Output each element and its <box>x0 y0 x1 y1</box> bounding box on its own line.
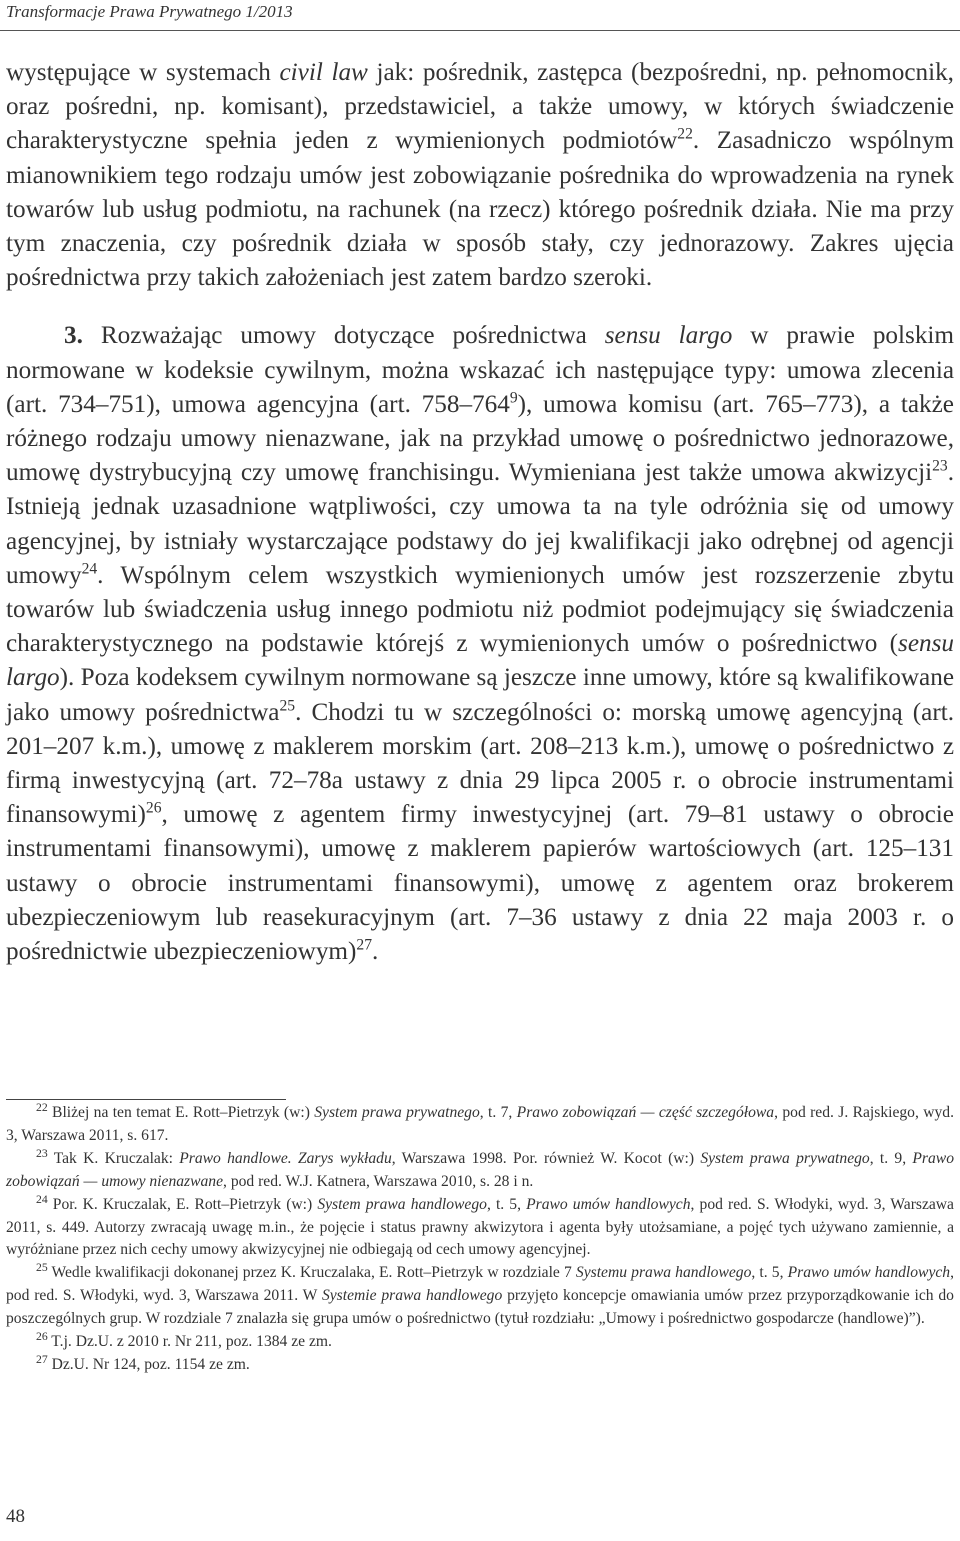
footnote-number: 27 <box>36 1352 48 1366</box>
text-run: , Warszawa 1998. Por. również W. Kocot (w:) <box>391 1149 701 1167</box>
footnote <box>6 1354 954 1377</box>
footnote-ref: 9 <box>509 389 518 407</box>
italic-text: Prawo zobowiązań — część szczegółowa <box>516 1104 775 1121</box>
footnote-number: 26 <box>36 1329 48 1343</box>
italic-text: sensu largo <box>6 630 954 692</box>
text-run: w prawie polskim normowane w kodeksie cywilnym, można wskazać ich następujące typy: umowa zlecenia (art. 734–751), umowa agencyjna (art. 758–764 <box>6 322 955 418</box>
footnote-separator <box>6 1099 286 1100</box>
footnote-ref: 26 <box>145 799 162 817</box>
text-run: , pod red. J. Rajskiego, wyd. 3, Warszawa 2011, s. 617. <box>6 1104 954 1144</box>
italic-text: Systemie prawa handlowego <box>321 1287 503 1305</box>
footnote <box>6 1102 954 1148</box>
text-run: przyjęto koncepcje omawiania umów przez przyporządkowanie ich do poszczególnych grup. W rozdziale 7 znalazła się grupa umów o pośrednictwo (tytuł rozdziału: „Umowy i pośrednictwo gospodarcze (handlowe)”). <box>6 1287 954 1328</box>
footnote <box>6 1331 954 1354</box>
text-run: . Zasadniczo wspólnym mianownikiem tego rodzaju umów jest zobowiązanie pośrednika do wprowadzenia na rynek towarów lub usług podmiotu, na rachunek (na rzecz) którego pośrednik działa. Nie ma przy tym znaczenia, czy pośrednik działa w sposób stały, czy jednorazowy. Zakres ujęcia pośrednictwa przy takich założeniach jest zatem bardzo szeroki. <box>6 127 955 292</box>
text-run: , umowę z agentem firmy inwestycyjnej (art. 79–81 ustawy o obrocie instrumentami finansowymi), umowę z maklerem papierów wartościowych (art. 125–131 ustawy o obrocie instrumentami finansowymi), umowę z agentem oraz brokerem ubezpieczeniowym lub reasekuracyjnym (art. 7–36 ustawy z dnia 22 maja 2003 r. o pośrednictwie ubezpieczeniowym) <box>6 801 954 966</box>
footnote <box>6 1148 954 1194</box>
header-rule <box>0 30 960 31</box>
text-run: , pod red. S. Włodyki, wyd. 3, Warszawa 2011. W <box>6 1264 954 1305</box>
italic-text: Prawo handlowe. Zarys wykładu <box>179 1149 392 1167</box>
italic-text: Prawo umów handlowych <box>787 1264 951 1282</box>
text-run: Wedle kwalifikacji dokonanej przez K. Kruczalaka, E. Rott–Pietrzyk w rozdziale 7 <box>47 1264 576 1282</box>
text-run: ). Poza kodeksem cywilnym normowane są jeszcze inne umowy, które są kwalifikowane jako umowy pośrednictwa <box>6 664 955 726</box>
footnote-ref: 27 <box>356 936 372 954</box>
italic-text: System prawa handlowego <box>317 1195 487 1213</box>
paragraph <box>6 319 954 969</box>
text-run: , t. 5, <box>486 1195 527 1213</box>
footnote-number: 24 <box>36 1192 48 1206</box>
main-text <box>6 56 954 969</box>
text-run: występujące w systemach <box>6 59 280 86</box>
page-number: 48 <box>6 1506 25 1527</box>
text-run: . Chodzi tu w szczególności o: morską umowę agencyjną (art. 201–207 k.m.), umowę z maklerem morskim (art. 208–213 k.m.), umowę o pośrednictwo z firmą inwestycyjną (art. 72–78a ustawy z dnia 29 lipca 2005 r. o obrocie instrumentami finansowymi) <box>6 698 955 829</box>
italic-text: civil law <box>279 59 368 86</box>
text-run: , pod red. S. Włodyki, wyd. 3, Warszawa 2011, s. 449. Autorzy zwracają uwagę m.in., że pojęcie i status prawny akwizytora i agenta były utożsamiane, a pojęć tych używano zamiennie, a wyróżniane przez nich cechy umowy akwizycyjnej nie odbiegają od cech umowy agencyjnej. <box>6 1195 954 1259</box>
footnote-number: 22 <box>36 1100 48 1114</box>
text-run: . Wspólnym celem wszystkich wymienionych umów jest rozszerzenie zbytu towarów lub świadczenia usług innego podmiotu niż podmiot podejmujący się świadczenia charakterystycznego na podstawie którejś z wymienionych umów o pośrednictwo ( <box>6 561 954 658</box>
text-run: , t. 7, <box>479 1104 517 1121</box>
italic-text: System prawa prywatnego <box>314 1104 480 1121</box>
italic-text: System prawa prywatnego <box>700 1149 870 1167</box>
text-run: , pod red. W.J. Katnera, Warszawa 2010, s. 28 i n. <box>223 1172 534 1190</box>
text-run: Por. K. Kruczalak, E. Rott–Pietrzyk (w:) <box>47 1195 318 1213</box>
italic-text: sensu largo <box>604 322 733 350</box>
text-run: jak: pośrednik, zastępca (bezpośredni, np. pełnomocnik, oraz pośredni, np. komisant), przedstawiciel, a także umowy, w których świadczenie charakterystyczne spełnia jeden z wymienionych podmiotów <box>6 59 954 155</box>
text-run: Dz.U. Nr 124, poz. 1154 ze zm. <box>47 1355 250 1373</box>
text-run: T.j. Dz.U. z 2010 r. Nr 211, poz. 1384 ze zm. <box>47 1333 332 1351</box>
text-run: , t. 9, <box>869 1149 913 1167</box>
italic-text: Prawo umów handlowych <box>526 1195 691 1213</box>
text-run: ), umowa komisu (art. 765–773), a także różnego rodzaju umowy nienazwane, jak na przykład umowę o pośrednictwo jednorazowe, umowę dystrybucyjną czy umowę franchisingu. Wymieniana jest także umowa akwizycji <box>6 390 954 487</box>
footnote-number: 25 <box>36 1261 48 1275</box>
footnote-ref: 25 <box>279 697 296 715</box>
text-run: , t. 5, <box>751 1264 788 1282</box>
footnote-ref: 22 <box>677 126 693 144</box>
footnote <box>6 1194 954 1263</box>
footnote-ref: 23 <box>932 457 948 475</box>
italic-text: Systemu prawa handlowego <box>575 1264 752 1282</box>
running-header: Transformacje Prawa Prywatnego 1/2013 <box>6 2 293 21</box>
bold-text: 3. <box>64 322 83 350</box>
text-run: Tak K. Kruczalak: <box>47 1149 180 1167</box>
text-run: . Istnieją jednak uzasadnione wątpliwości, czy umowa ta na tyle odróżnia się od umowy agencyjnej, by istniały wystarczające podstawy do jej kwalifikacji jako odrębnej od agencji umowy <box>6 459 954 589</box>
footnote-ref: 24 <box>81 560 98 578</box>
text-run: . <box>372 938 379 966</box>
footnote <box>6 1262 954 1331</box>
text-run: Bliżej na ten temat E. Rott–Pietrzyk (w:) <box>47 1104 315 1121</box>
paragraph <box>6 56 954 295</box>
italic-text: Prawo zobowiązań — umowy nienazwane <box>6 1149 954 1190</box>
text-run: Rozważając umowy dotyczące pośrednictwa <box>82 322 605 350</box>
footnotes <box>6 1102 954 1377</box>
footnote-number: 23 <box>36 1146 48 1160</box>
